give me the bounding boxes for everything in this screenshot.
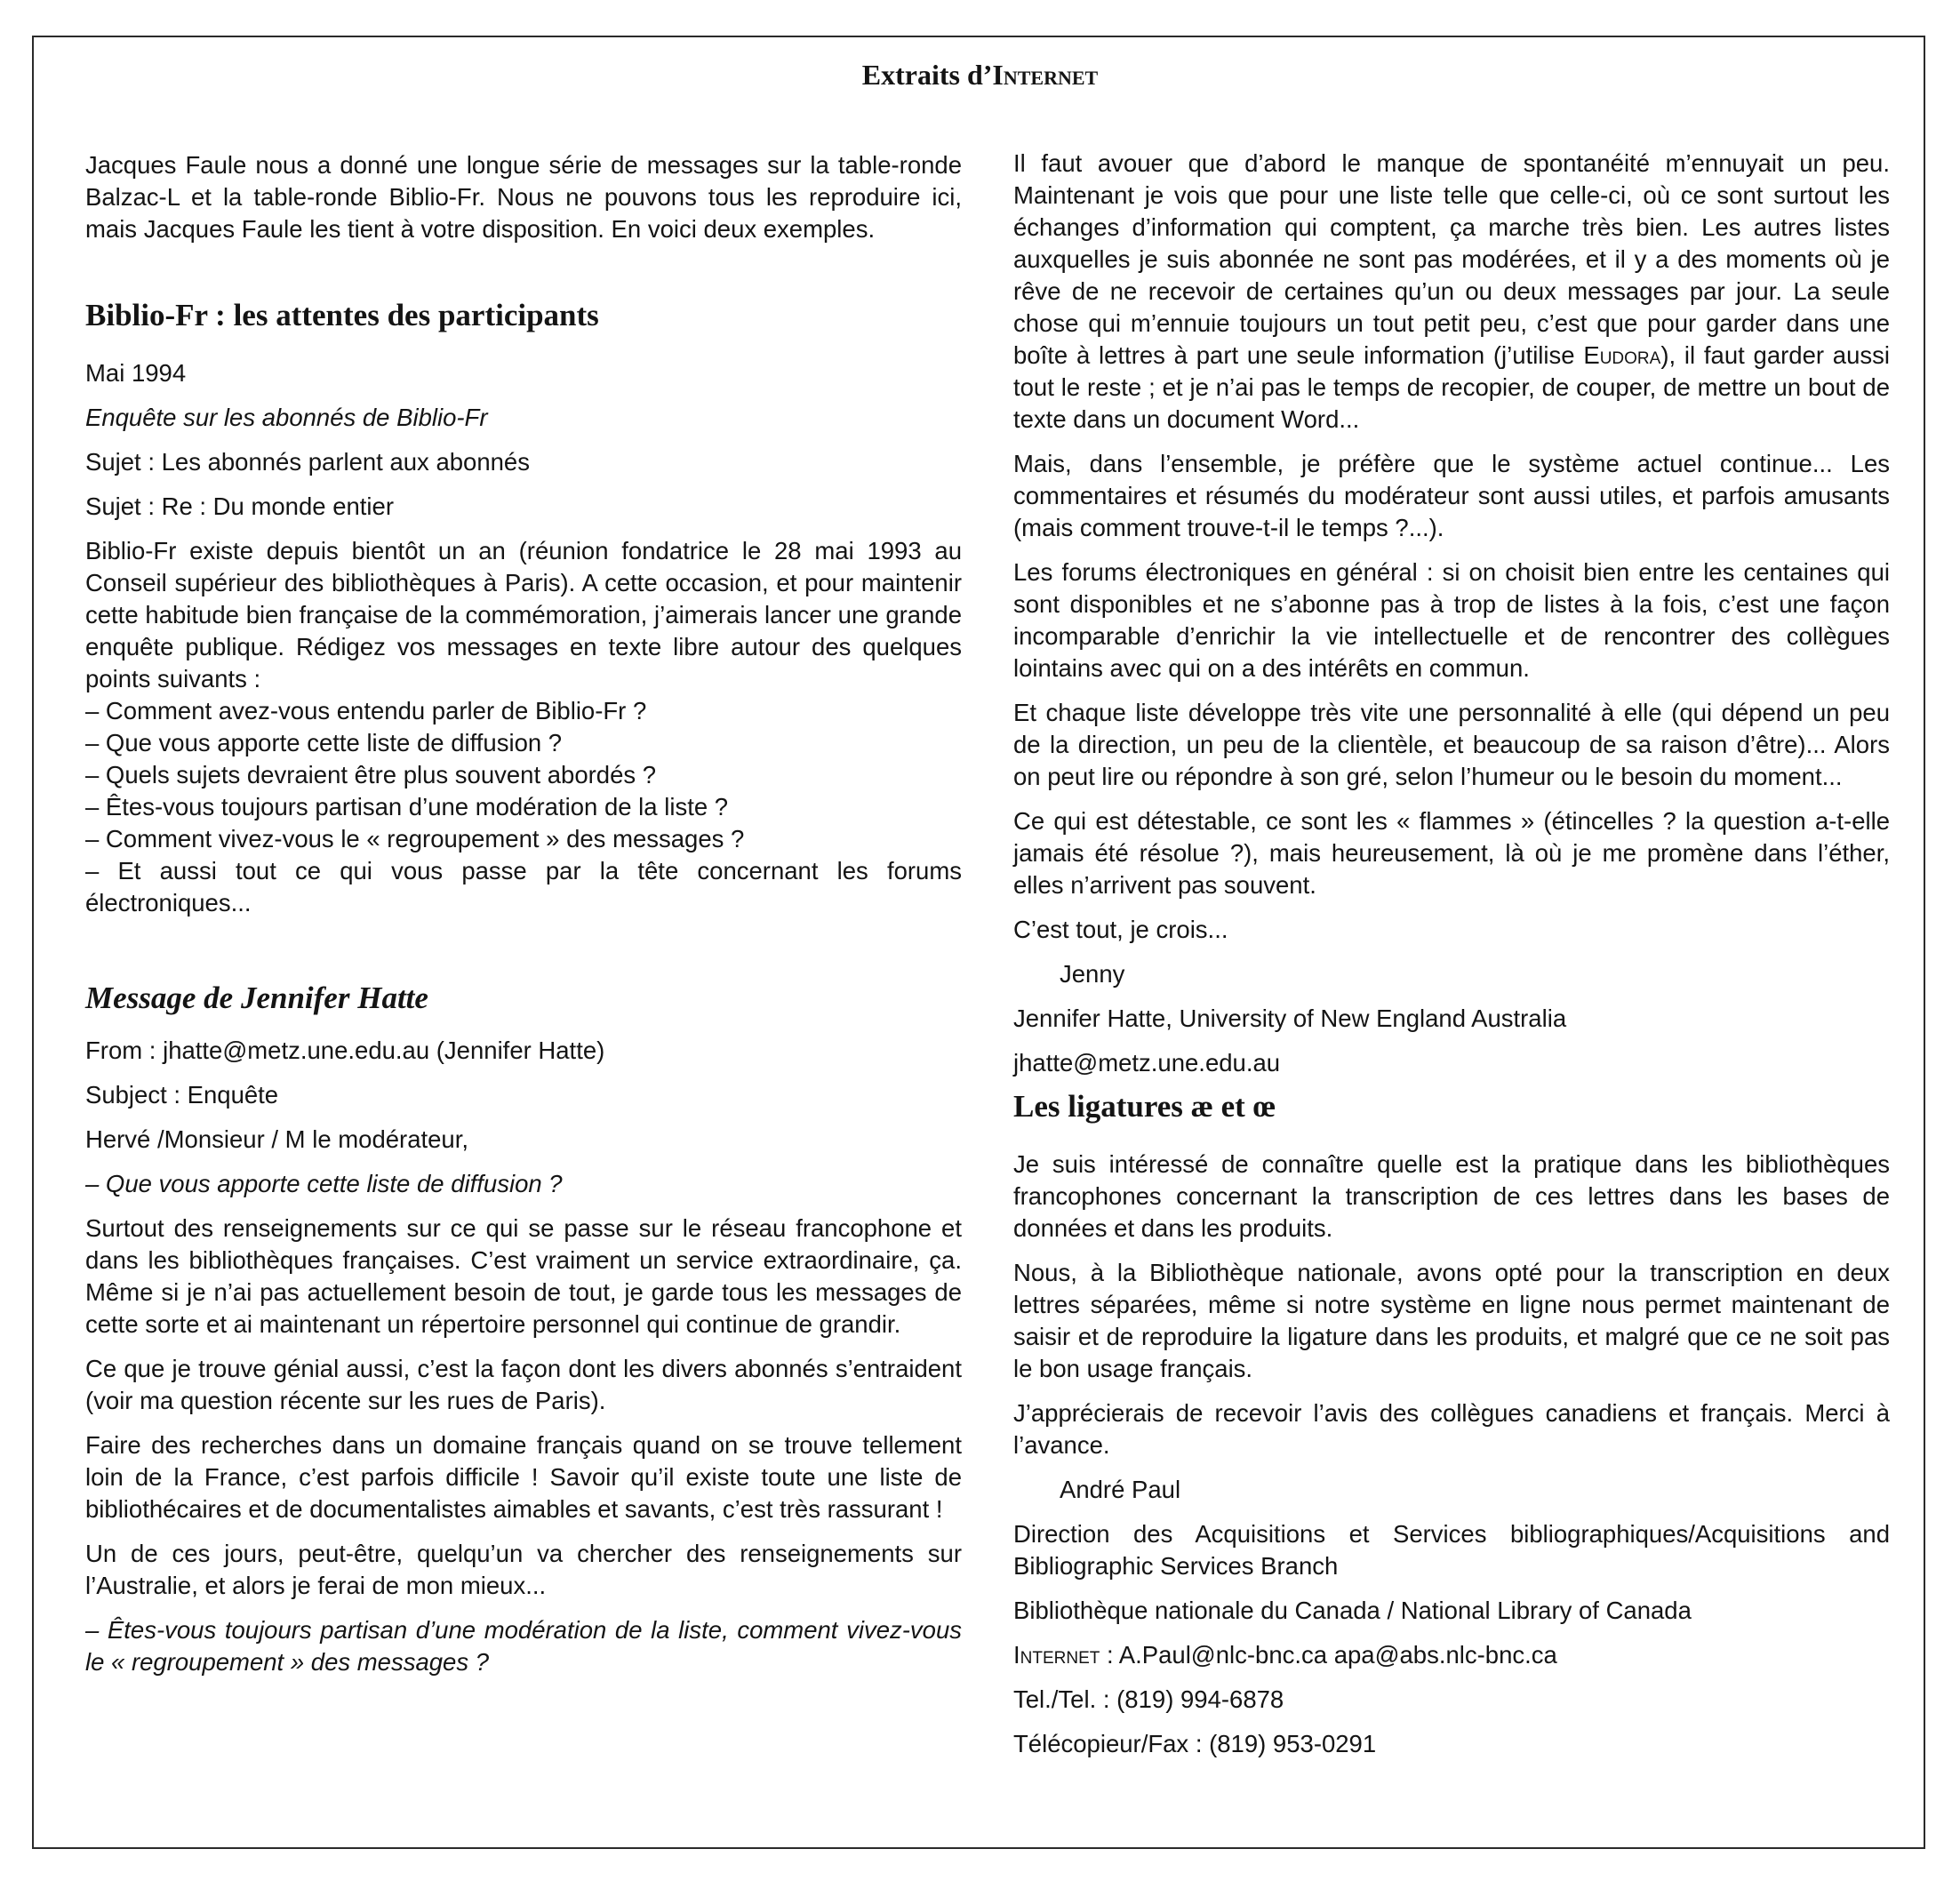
software-name: Eudora bbox=[1583, 341, 1661, 369]
list-item: – Comment vivez-vous le « regroupement » des messages ? bbox=[85, 825, 745, 852]
fax-line: Télécopieur/Fax : (819) 953-0291 bbox=[1013, 1730, 1377, 1757]
internet-line bbox=[1013, 1639, 1890, 1671]
survey-title: Enquête sur les abonnés de Biblio-Fr bbox=[85, 404, 488, 431]
signature-jenny: Jenny bbox=[1060, 960, 1125, 988]
page-title-text: Extraits d’ bbox=[861, 59, 993, 91]
paragraph-text-start: Il faut avouer que d’abord le manque de spontanéité m’ennuyait un peu. Maintenant je vois que pour une liste telle que celle-ci, où ce sont surtout les échanges d’information qui comptent, ça marche très bien. Les autres listes auxquelles je suis abonnée ne sont pas modérées, et il y a des moments où je rêve de ne recevoir de certaines qu’un ou deux messages par jour. La seule chose qui m’ennuie toujours un tout petit peu, c’est que pour garder dans une boîte à lettres à part une seule information (j’utilise bbox=[1013, 149, 1890, 369]
telephone-line: Tel./Tel. : (819) 994-6878 bbox=[1013, 1685, 1284, 1713]
message-paragraph-6: Mais, dans l’ensemble, je préfère que le système actuel continue... Les commentaires et résumés du modérateur sont aussi utiles, et parfois amusants (mais comment trouve-t-il le temps ?...). bbox=[1013, 450, 1890, 541]
library-line: Bibliothèque nationale du Canada / National Library of Canada bbox=[1013, 1597, 1692, 1624]
list-item: – Êtes-vous toujours partisan d’une modération de la liste ? bbox=[85, 793, 729, 820]
message-paragraph-3: Faire des recherches dans un domaine français quand on se trouve tellement loin de la France, c’est parfois difficile ! Savoir qu’il existe toute une liste de bibliothécaires et de documentalistes aimables et savants, c’est très rassurant ! bbox=[85, 1431, 962, 1523]
email-line: jhatte@metz.une.edu.au bbox=[1013, 1049, 1281, 1077]
from-line: From : jhatte@metz.une.edu.au (Jennifer Hatte) bbox=[85, 1037, 605, 1064]
paragraph-text-end: ), il faut garder aussi tout le reste ; et je n’ai pas le temps de recopier, de couper, de mettre un bout de texte dans un document Word... bbox=[1013, 341, 1891, 433]
section-heading-biblio-fr: Biblio-Fr : les attentes des participants bbox=[85, 298, 599, 332]
question-line-2: – Êtes-vous toujours partisan d’une modération de la liste, comment vivez-vous le « regroupement » des messages ? bbox=[85, 1616, 962, 1676]
department-line: Direction des Acquisitions et Services bibliographiques/Acquisitions and Bibliographic Services Branch bbox=[1013, 1520, 1890, 1580]
message-paragraph-8: Et chaque liste développe très vite une personnalité à elle (qui dépend un peu de la direction, un peu de la clientèle, et beaucoup de sa raison d’être)... Alors on peut lire ou répondre à son gré, selon l’humeur ou le besoin du moment... bbox=[1013, 699, 1890, 790]
list-item: – Comment avez-vous entendu parler de Biblio-Fr ? bbox=[85, 697, 647, 724]
message-paragraph-4: Un de ces jours, peut-être, quelqu’un va chercher des renseignements sur l’Australie, et alors je ferai de mon mieux... bbox=[85, 1540, 962, 1599]
greeting-line: Hervé /Monsieur / M le modérateur, bbox=[85, 1125, 469, 1153]
date-line: Mai 1994 bbox=[85, 359, 187, 387]
list-item: – Quels sujets devraient être plus souvent abordés ? bbox=[85, 761, 657, 788]
section-heading-jennifer-message: Message de Jennifer Hatte bbox=[85, 981, 428, 1015]
subject-line: Subject : Enquête bbox=[85, 1081, 279, 1109]
ligature-paragraph-3: J’apprécierais de recevoir l’avis des collègues canadiens et français. Merci à l’avance. bbox=[1013, 1399, 1890, 1459]
affiliation-line: Jennifer Hatte, University of New England Australia bbox=[1013, 1005, 1567, 1032]
intro-paragraph: Jacques Faule nous a donné une longue série de messages sur la table-ronde Balzac-L et la table-ronde Biblio-Fr. Nous ne pouvons tous les reproduire ici, mais Jacques Faule les tient à votre disposition. En voici deux exemples. bbox=[85, 151, 962, 243]
list-item: – Que vous apporte cette liste de diffusion ? bbox=[85, 729, 563, 756]
message-paragraph-5 bbox=[1013, 148, 1890, 436]
internet-label: Internet bbox=[1013, 1641, 1100, 1669]
survey-body: Biblio-Fr existe depuis bientôt un an (réunion fondatrice le 28 mai 1993 au Conseil supérieur des bibliothèques à Paris). A cette occasion, et pour maintenir cette habitude bien française de la commémoration, j’aimerais lancer une grande enquête publique. Rédigez vos messages en texte libre autour des quelques points suivants : bbox=[85, 537, 962, 692]
question-line-1: – Que vous apporte cette liste de diffusion ? bbox=[85, 1170, 563, 1197]
list-item: – Et aussi tout ce qui vous passe par la tête concernant les forums électroniques... bbox=[85, 857, 962, 916]
subject-line-1: Sujet : Les abonnés parlent aux abonnés bbox=[85, 448, 530, 476]
page-title bbox=[0, 59, 1960, 92]
message-paragraph-2: Ce que je trouve génial aussi, c’est la façon dont les divers abonnés s’entraident (voir ma question récente sur les rues de Paris). bbox=[85, 1355, 962, 1414]
message-paragraph-7: Les forums électroniques en général : si on choisit bien entre les centaines qui sont disponibles et ne s’abonne pas à trop de listes à la fois, c’est une façon incomparable d’enrichir la vie intellectuelle et de rencontrer des collègues lointains avec qui on a des intérêts en commun. bbox=[1013, 558, 1890, 682]
left-column bbox=[85, 149, 962, 1691]
ligature-paragraph-2: Nous, à la Bibliothèque nationale, avons opté pour la transcription en deux lettres séparées, même si notre système en ligne nous permet maintenant de saisir et de reproduire la ligature dans les produits, et malgré que ce ne soit pas le bon usage français. bbox=[1013, 1259, 1890, 1382]
section-heading-ligatures: Les ligatures æ et œ bbox=[1013, 1089, 1276, 1124]
right-column bbox=[1013, 148, 1890, 1773]
closing-line: C’est tout, je crois... bbox=[1013, 916, 1228, 943]
internet-addresses: : A.Paul@nlc-bnc.ca apa@abs.nlc-bnc.ca bbox=[1100, 1641, 1557, 1669]
survey-questions-list bbox=[85, 695, 962, 919]
subject-line-2: Sujet : Re : Du monde entier bbox=[85, 492, 394, 520]
signature-andre-paul: André Paul bbox=[1060, 1476, 1181, 1503]
message-paragraph-9: Ce qui est détestable, ce sont les « flammes » (étincelles ? la question a-t-elle jamais été résolue ?), mais heureusement, là où je me promène dans l’éther, elles n’arrivent pas souvent. bbox=[1013, 807, 1890, 899]
page-title-small-caps: Internet bbox=[992, 59, 1099, 91]
ligature-paragraph-1: Je suis intéressé de connaître quelle est la pratique dans les bibliothèques francophones concernant la transcription de ces lettres dans les bases de données et dans les produits. bbox=[1013, 1150, 1890, 1242]
message-paragraph-1: Surtout des renseignements sur ce qui se passe sur le réseau francophone et dans les bibliothèques françaises. C’est vraiment un service extraordinaire, ça. Même si je n’ai pas actuellement besoin de tout, je garde tous les messages de cette sorte et ai maintenant un répertoire personnel qui continue de grandir. bbox=[85, 1214, 962, 1338]
